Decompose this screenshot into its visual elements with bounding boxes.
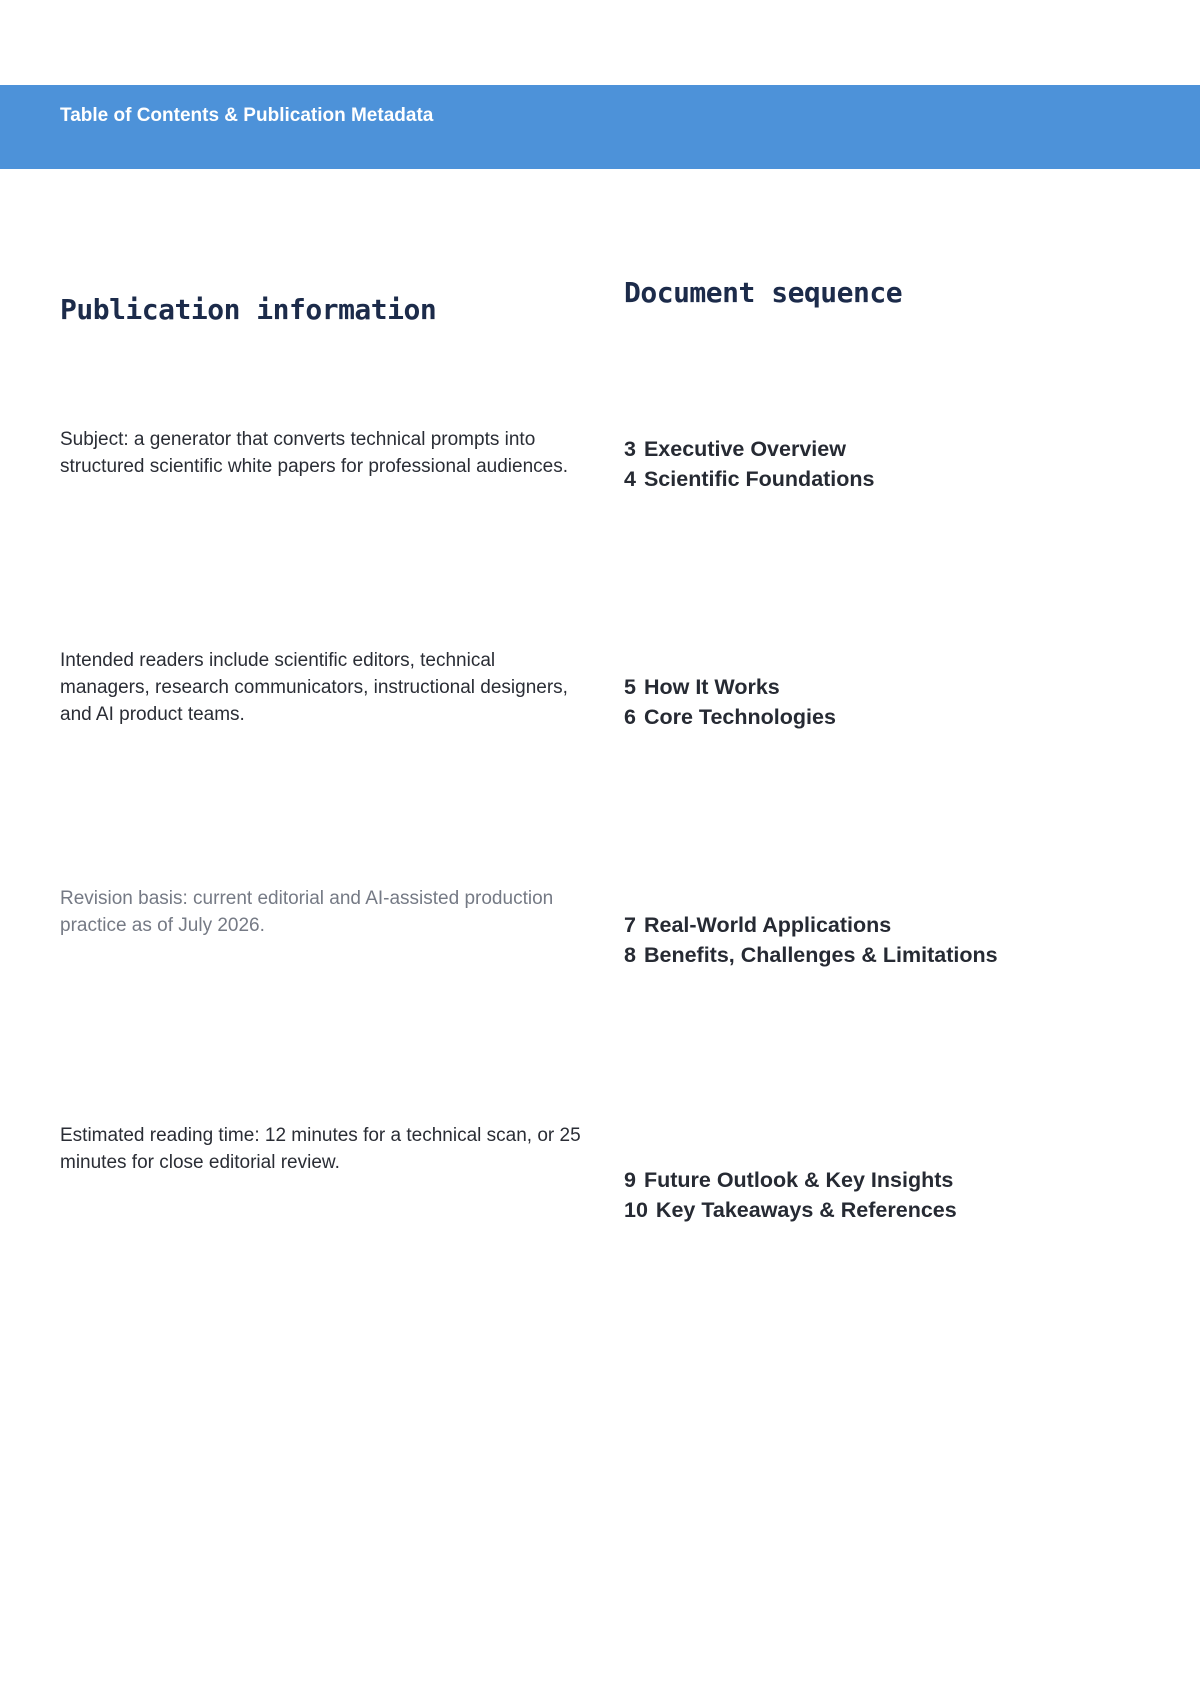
toc-title: Scientific Foundations: [643, 467, 875, 491]
document-sequence-heading: Document sequence: [624, 276, 903, 309]
revision-basis-text: Revision basis: current editorial and AI-assisted production practice as of July 2026.: [60, 888, 554, 936]
toc-page-number: 10: [624, 1198, 648, 1222]
toc-item[interactable]: [624, 1195, 957, 1225]
toc-item[interactable]: [624, 672, 836, 702]
toc-item[interactable]: [624, 434, 875, 464]
toc-item[interactable]: [624, 702, 836, 732]
toc-item[interactable]: [624, 464, 875, 494]
toc-title: Executive Overview: [643, 437, 846, 461]
header-band: [0, 85, 1200, 169]
toc-title: Real-World Applications: [643, 913, 892, 937]
toc-page-number: 8: [624, 943, 636, 967]
toc-group-2: [624, 672, 836, 732]
toc-page-number: 3: [624, 437, 636, 461]
toc-page-number: 9: [624, 1168, 636, 1192]
toc-page-number: 6: [624, 705, 636, 729]
toc-title: Core Technologies: [643, 705, 836, 729]
toc-title: Benefits, Challenges & Limitations: [643, 943, 998, 967]
toc-item[interactable]: [624, 1165, 957, 1195]
subject-text: Subject: a generator that converts technical prompts into structured scientific white papers for professional audiences.: [60, 429, 568, 477]
toc-item[interactable]: [624, 940, 998, 970]
toc-item[interactable]: [624, 910, 998, 940]
publication-info-heading: Publication information: [60, 293, 437, 326]
toc-page-number: 4: [624, 467, 636, 491]
page-title: Table of Contents & Publication Metadata: [60, 105, 434, 126]
toc-page-number: 7: [624, 913, 636, 937]
intended-readers-text: Intended readers include scientific editors, technical managers, research communicators, instructional designers, and AI product teams.: [60, 650, 568, 725]
reading-time-text: Estimated reading time: 12 minutes for a technical scan, or 25 minutes for close editorial review.: [60, 1125, 581, 1173]
toc-page-number: 5: [624, 675, 636, 699]
toc-title: Future Outlook & Key Insights: [643, 1168, 954, 1192]
toc-title: How It Works: [643, 675, 780, 699]
toc-group-4: [624, 1165, 957, 1225]
toc-group-3: [624, 910, 998, 970]
toc-group-1: [624, 434, 875, 494]
toc-title: Key Takeaways & References: [655, 1198, 957, 1222]
